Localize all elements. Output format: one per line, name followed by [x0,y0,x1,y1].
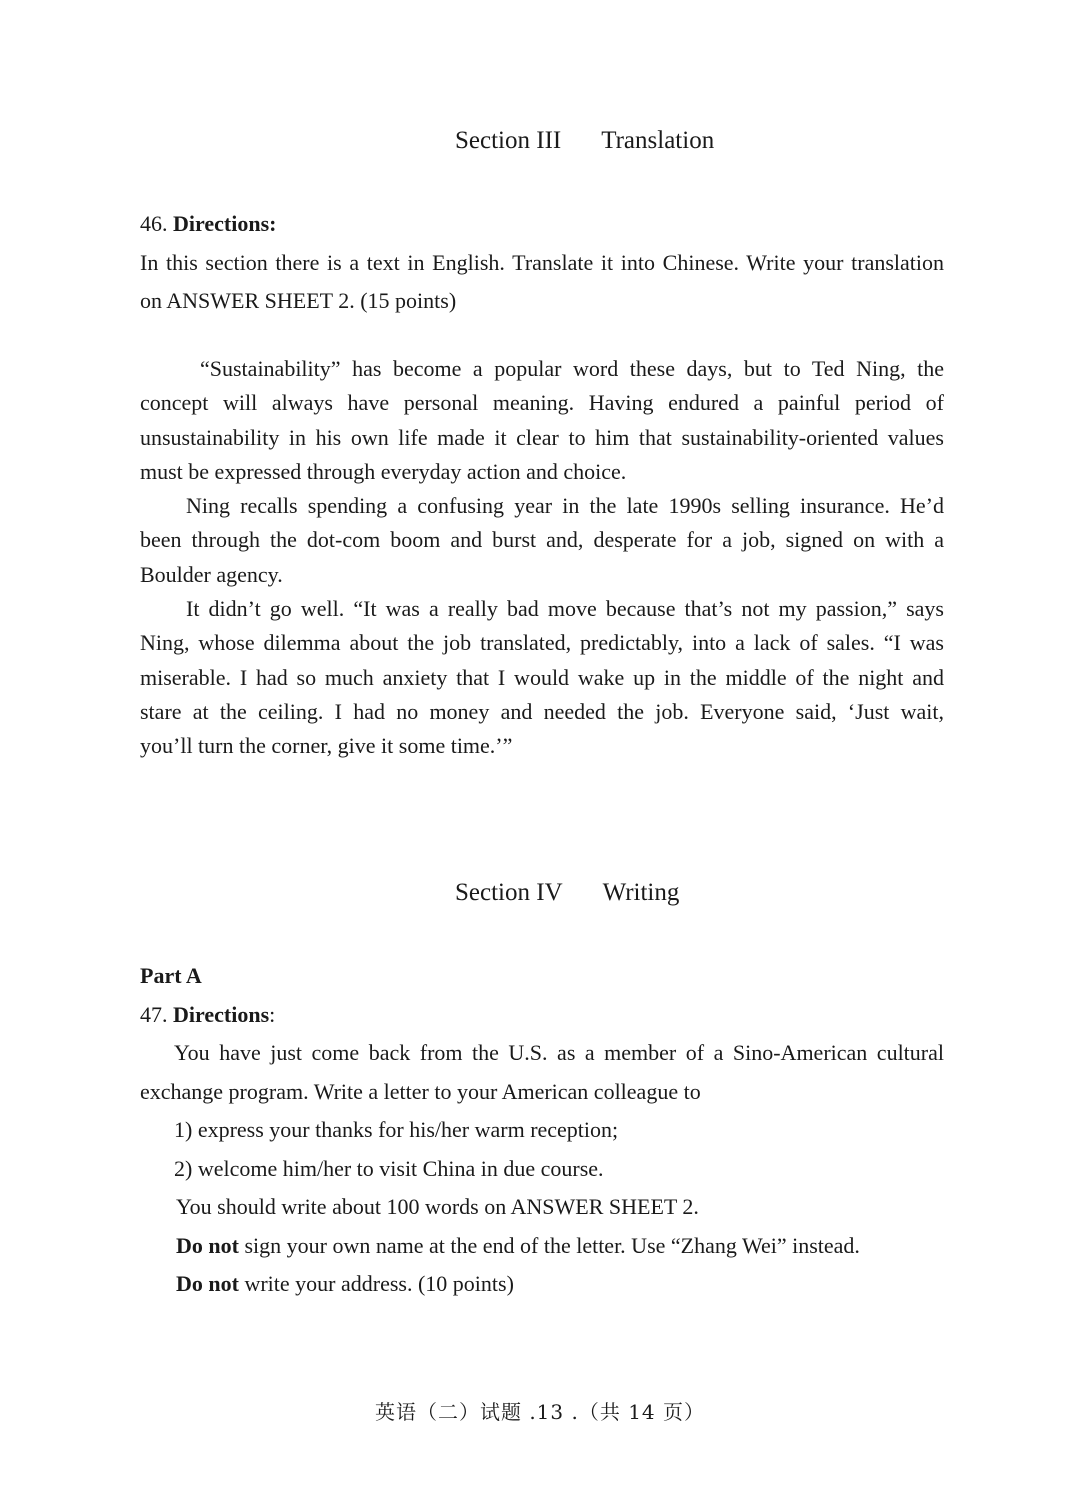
passage-line-4: must be expressed through everyday action and choice. [140,458,627,484]
q47-rule-1 [140,1227,944,1266]
q46-directions-line-1: In this section there is a text in English. Translate it into Chinese. Write your translation [140,249,944,275]
passage-line-3: unsustainability in his own life made it clear to him that sustainability-oriented values [140,424,944,450]
q47-number: 47. [140,1001,168,1027]
passage-line-12: you’ll turn the corner, give it some time.’” [140,733,513,759]
q47-intro-line-1: You have just come back from the U.S. as a member of a Sino-American cultural [174,1040,944,1065]
q46-directions [140,205,944,321]
passage-line-9: Ning, whose dilemma about the job translated, predictably, into a lack of sales. “I was [140,630,944,656]
part-a-label: Part A [140,963,202,988]
writing-part-a [140,957,944,1304]
q47-rule-2 [140,1265,944,1304]
passage-line-8: It didn’t go well. “It was a really bad move because that’s not my passion,” says [186,596,944,622]
passage-line-1: “Sustainability” has become a popular word these days, but to Ted Ning, the [200,356,944,381]
passage-line-11: stare at the ceiling. I had no money and needed the job. Everyone said, ‘Just wait, [140,698,944,724]
passage-line-6: been through the dot-com boom and burst and, desperate for a job, signed on with a [140,527,944,553]
passage-line-2: concept will always have personal meaning. Having endured a painful period of [140,390,944,416]
rule-2-text: write your address. (10 points) [238,1271,514,1296]
q47-word-requirement: You should write about 100 words on ANSWER SHEET 2. [176,1194,699,1219]
passage-line-5: Ning recalls spending a confusing year in the late 1990s selling insurance. He’d [186,493,944,519]
rule-1-text: sign your own name at the end of the letter. Use “Zhang Wei” instead. [238,1232,860,1258]
section-3-label: Section III [455,127,562,154]
part-a-heading [140,957,944,996]
q47-directions-label: Directions [173,1001,270,1027]
q46-heading [140,205,944,244]
section-3-heading [455,127,714,155]
rule-1-emphasis: Do not [176,1232,239,1258]
q46-directions-label: Directions: [173,211,277,236]
q47-heading [140,996,944,1035]
q47-item-2: 2) welcome him/her to visit China in due course. [174,1155,604,1181]
q47-intro-line-2: exchange program. Write a letter to your American colleague to [140,1078,701,1104]
passage-line-10: miserable. I had so much anxiety that I would wake up in the middle of the night and [140,664,944,690]
q46-directions-line-2: on ANSWER SHEET 2. (15 points) [140,288,457,313]
section-3-name: Translation [601,127,715,154]
q47-colon: : [269,1001,276,1027]
rule-2-emphasis: Do not [176,1271,239,1296]
translation-passage [140,352,944,764]
section-4-name: Writing [602,879,680,906]
page-footer: 英语（二）试题 .13 .（共 14 页） [374,1400,706,1424]
section-4-label: Section IV [455,879,563,906]
q46-number: 46. [140,211,168,236]
passage-line-7: Boulder agency. [140,561,283,587]
section-4-heading [455,879,679,907]
q47-item-1: 1) express your thanks for his/her warm reception; [174,1117,619,1142]
